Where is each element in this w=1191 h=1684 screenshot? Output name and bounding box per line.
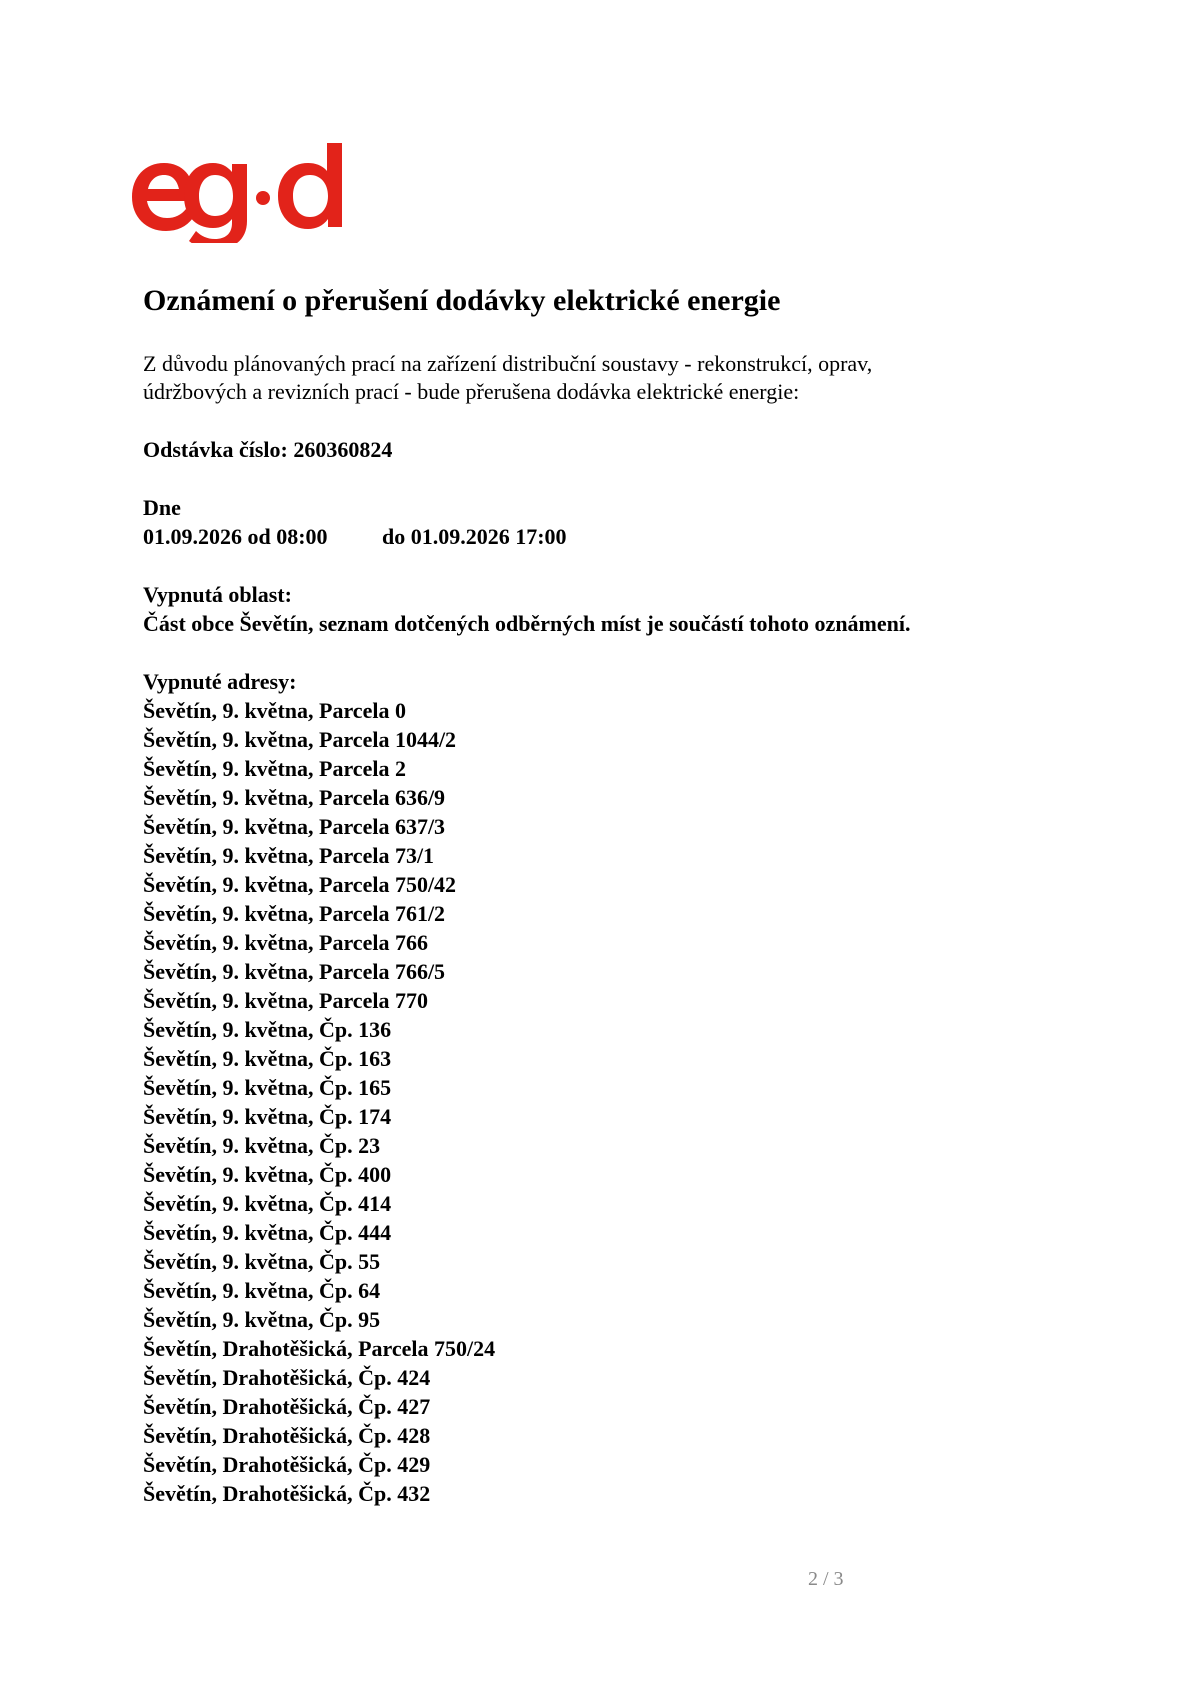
area-label: Vypnutá oblast: <box>143 582 292 607</box>
address-list <box>143 696 495 1508</box>
address-item: Ševětín, 9. května, Čp. 95 <box>143 1307 381 1332</box>
address-item: Ševětín, 9. května, Čp. 23 <box>143 1133 381 1158</box>
address-item: Ševětín, Drahotěšická, Čp. 429 <box>143 1452 431 1477</box>
address-item: Ševětín, 9. května, Čp. 400 <box>143 1162 392 1187</box>
addresses-label: Vypnuté adresy: <box>143 669 297 694</box>
address-item: Ševětín, 9. května, Parcela 637/3 <box>143 814 446 839</box>
date-from: 01.09.2026 od 08:00 <box>143 524 328 549</box>
address-item: Ševětín, 9. května, Čp. 444 <box>143 1220 392 1245</box>
intro-paragraph <box>143 350 1043 406</box>
address-item: Ševětín, 9. května, Čp. 414 <box>143 1191 392 1216</box>
intro-line: údržbových a revizních prací - bude přerušena dodávka elektrické energie: <box>143 379 800 404</box>
address-item: Ševětín, Drahotěšická, Čp. 424 <box>143 1365 431 1390</box>
intro-line: Z důvodu plánovaných prací na zařízení distribuční soustavy - rekonstrukcí, oprav, <box>143 351 873 376</box>
address-item: Ševětín, 9. května, Parcela 770 <box>143 988 428 1013</box>
address-item: Ševětín, 9. května, Parcela 1044/2 <box>143 727 457 752</box>
address-item: Ševětín, 9. května, Čp. 136 <box>143 1017 392 1042</box>
address-item: Ševětín, Drahotěšická, Čp. 428 <box>143 1423 431 1448</box>
area-text: Část obce Ševětín, seznam dotčených odběrných míst je součástí tohoto oznámení. <box>143 611 911 636</box>
address-item: Ševětín, 9. května, Čp. 165 <box>143 1075 392 1100</box>
address-item: Ševětín, 9. května, Parcela 750/42 <box>143 872 457 897</box>
dates-range <box>143 522 567 551</box>
affected-area <box>143 580 911 638</box>
address-item: Ševětín, 9. května, Parcela 761/2 <box>143 901 446 926</box>
address-item: Ševětín, 9. května, Čp. 163 <box>143 1046 392 1071</box>
address-item: Ševětín, Drahotěšická, Čp. 427 <box>143 1394 431 1419</box>
address-item: Ševětín, 9. května, Čp. 174 <box>143 1104 392 1129</box>
address-item: Ševětín, 9. května, Parcela 73/1 <box>143 843 435 868</box>
affected-addresses <box>143 667 495 1508</box>
date-to: do 01.09.2026 17:00 <box>382 524 567 549</box>
notice-title: Oznámení o přerušení dodávky elektrické energie <box>143 284 781 317</box>
outage-dates <box>143 493 567 551</box>
address-item: Ševětín, 9. května, Čp. 64 <box>143 1278 381 1303</box>
address-item: Ševětín, 9. května, Parcela 636/9 <box>143 785 446 810</box>
page-number: 2 / 3 <box>808 1568 844 1590</box>
outage-number: Odstávka číslo: 260360824 <box>143 437 393 462</box>
address-item: Ševětín, 9. května, Parcela 2 <box>143 756 406 781</box>
address-item: Ševětín, Drahotěšická, Čp. 432 <box>143 1481 431 1506</box>
address-item: Ševětín, 9. května, Čp. 55 <box>143 1249 381 1274</box>
address-item: Ševětín, Drahotěšická, Parcela 750/24 <box>143 1336 496 1361</box>
address-item: Ševětín, 9. května, Parcela 0 <box>143 698 406 723</box>
dates-label: Dne <box>143 495 181 520</box>
address-item: Ševětín, 9. května, Parcela 766/5 <box>143 959 446 984</box>
egd-logo <box>128 143 348 243</box>
address-item: Ševětín, 9. května, Parcela 766 <box>143 930 428 955</box>
